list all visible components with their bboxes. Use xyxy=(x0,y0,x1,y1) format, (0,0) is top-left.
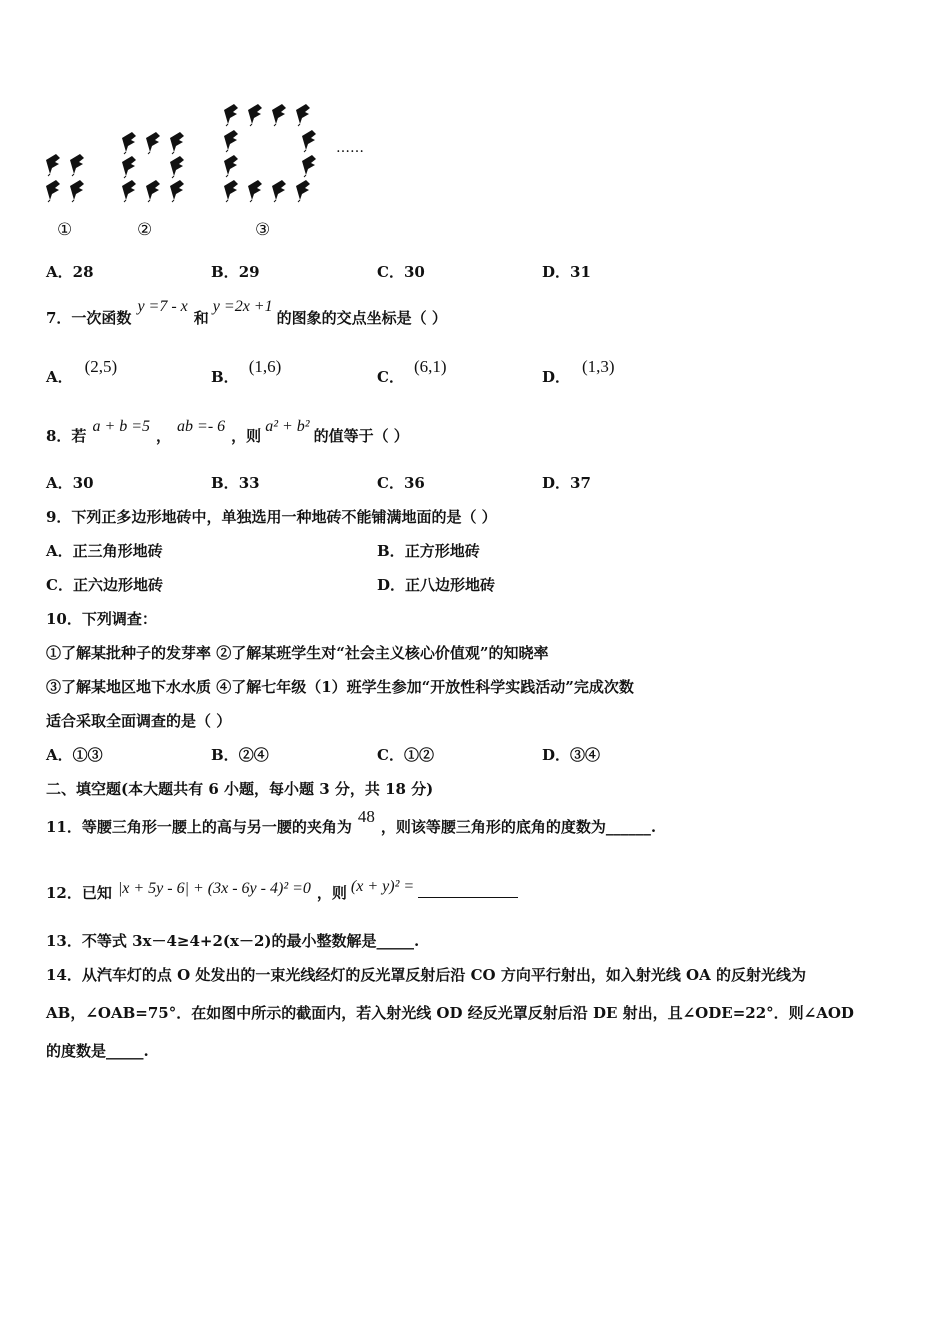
q8-option-b: B．33 xyxy=(211,474,260,492)
q8-option-c: C．36 xyxy=(377,474,425,492)
pattern-2 xyxy=(122,132,184,202)
pattern-3 xyxy=(224,104,316,202)
q6-option-d: D．31 xyxy=(542,263,591,281)
q9-option-b: B．正方形地砖 xyxy=(377,542,480,560)
section-2-heading: 二、填空题(本大题共有 6 小题，每小题 3 分，共 18 分) xyxy=(46,780,434,798)
q13-stem: 13．不等式 3x－4≥4+2(x－2)的最小整数解是_____. xyxy=(46,932,420,950)
pattern-figure xyxy=(40,100,340,210)
q6-option-b: B．29 xyxy=(211,263,260,281)
q10-item-2: ③了解某地区地下水水质 ④了解七年级（1）班学生参加“开放性科学实践活动”完成次数 xyxy=(46,678,634,696)
q12-stem: 12．已知 |x + 5y - 6| + (3x - 6y - 4)² =0 ，则 (x + y)² = xyxy=(46,882,518,903)
q9-option-a: A．正三角形地砖 xyxy=(46,542,163,560)
q7-option-a: A．(2,5) xyxy=(46,357,118,386)
q10-option-c: C．①② xyxy=(377,746,434,764)
q10-ask: 适合采取全面调查的是（ ） xyxy=(46,712,232,730)
q7-option-c: C．(6,1) xyxy=(377,357,447,386)
pattern-1 xyxy=(46,154,84,202)
q10-stem: 10．下列调查： xyxy=(46,610,157,628)
q14-line-2: AB，∠OAB=75°．在如图中所示的截面内，若入射光线 OD 经反光罩反射后沿 DE 射出，且∠ODE=22°．则∠AOD xyxy=(46,1004,854,1022)
q6-option-a: A．28 xyxy=(46,263,94,281)
q10-option-d: D．③④ xyxy=(542,746,601,764)
pattern-label-3: ③ xyxy=(255,220,271,240)
q7-option-b: B．(1,6) xyxy=(211,357,282,386)
q14-line-3: 的度数是_____. xyxy=(46,1042,149,1060)
q8-option-a: A．30 xyxy=(46,474,94,492)
pattern-label-1: ① xyxy=(57,220,73,240)
q10-option-b: B．②④ xyxy=(211,746,269,764)
pattern-label-2: ② xyxy=(137,220,153,240)
pattern-ellipsis: …… xyxy=(336,140,364,156)
q6-option-c: C．30 xyxy=(377,263,425,281)
q10-option-a: A．①③ xyxy=(46,746,103,764)
q8-option-d: D．37 xyxy=(542,474,591,492)
q14-line-1: 14．从汽车灯的点 O 处发出的一束光线经灯的反光罩反射后沿 CO 方向平行射出，如入射光线 OA 的反射光线为 xyxy=(46,966,806,984)
q9-option-d: D．正八边形地砖 xyxy=(377,576,496,594)
q7-stem: 7．一次函数y =7 - x和y =2x +1的图象的交点坐标是（ ） xyxy=(46,298,447,327)
q9-stem: 9．下列正多边形地砖中，单独选用一种地砖不能铺满地面的是（ ） xyxy=(46,508,497,526)
q7-option-d: D．(1,3) xyxy=(542,357,615,386)
q9-option-c: C．正六边形地砖 xyxy=(46,576,163,594)
q8-stem: 8．若a + b =5，ab =- 6，则a² + b²的值等于（ ） xyxy=(46,418,409,445)
q11-stem: 11．等腰三角形一腰上的高与另一腰的夹角为48，则该等腰三角形的底角的度数为______. xyxy=(46,807,657,836)
q12-answer-blank[interactable] xyxy=(418,896,518,898)
q10-item-1: ①了解某批种子的发芽率 ②了解某班学生对“社会主义核心价值观”的知晓率 xyxy=(46,644,549,662)
